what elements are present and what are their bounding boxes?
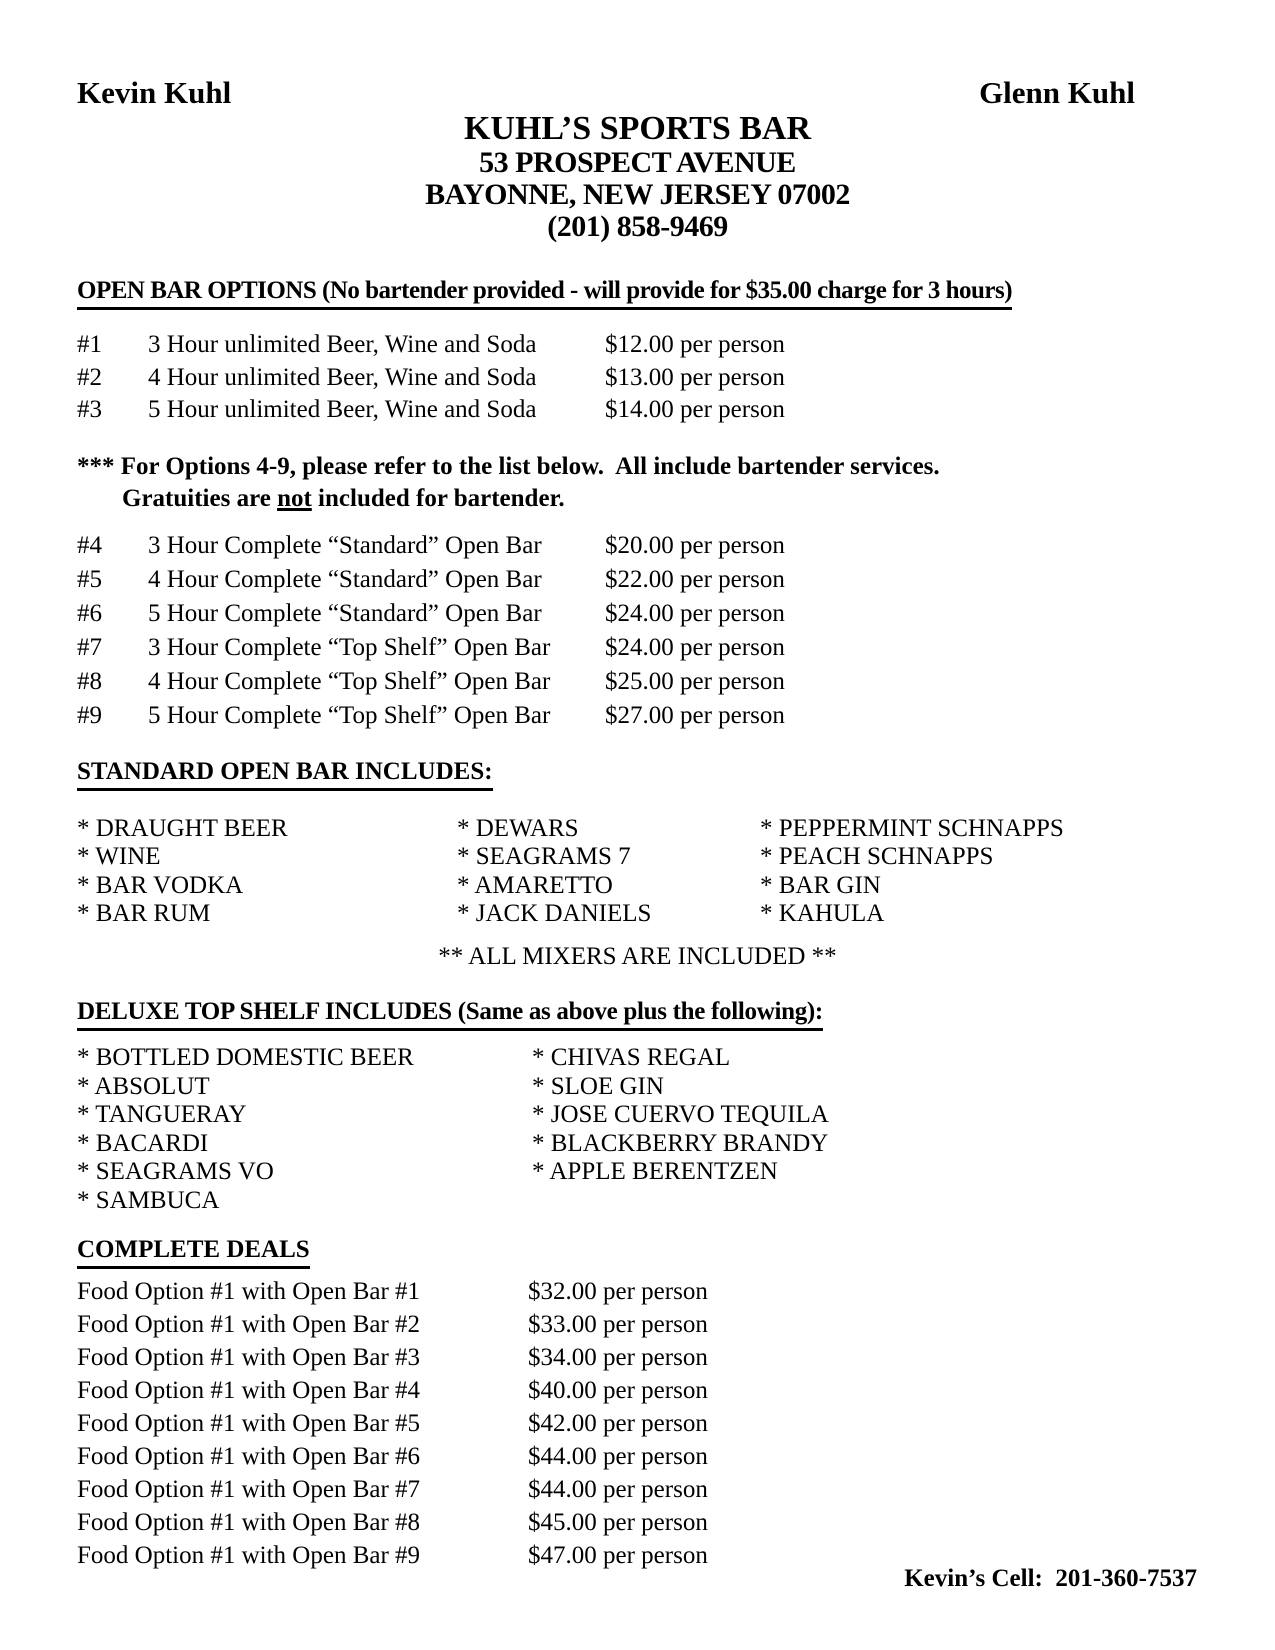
owner-names-row <box>77 76 1135 110</box>
option-row <box>77 329 1135 362</box>
option-price: $14.00 per person <box>605 396 785 423</box>
option-price: $20.00 per person <box>605 531 785 559</box>
bartender-note-line-1: *** For Options 4-9, please refer to the list below. All include bartender services. <box>77 452 940 480</box>
list-item: * BACARDI <box>77 1129 209 1157</box>
deal-price: $47.00 per person <box>528 1542 708 1569</box>
owner-name-left: Kevin Kuhl <box>77 75 232 110</box>
list-item: * BOTTLED DOMESTIC BEER <box>77 1044 414 1071</box>
deal-row <box>77 1506 1135 1539</box>
standard-bar-heading: STANDARD OPEN BAR INCLUDES: <box>77 756 1135 791</box>
deal-item: Food Option #1 with Open Bar #6 <box>77 1443 421 1470</box>
list-row <box>77 1187 1135 1216</box>
list-item <box>532 1187 1135 1216</box>
deal-item: Food Option #1 with Open Bar #7 <box>77 1476 421 1503</box>
option-price: $27.00 per person <box>605 701 785 729</box>
list-item: * BAR RUM <box>77 900 211 927</box>
option-description: 4 Hour Complete “Standard” Open Bar <box>148 565 542 593</box>
deal-price: $45.00 per person <box>528 1509 708 1536</box>
deal-price: $44.00 per person <box>528 1476 708 1503</box>
deal-item: Food Option #1 with Open Bar #9 <box>77 1542 421 1569</box>
list-item: * PEPPERMINT SCHNAPPS <box>760 814 1064 842</box>
complete-deals-list <box>77 1275 1135 1572</box>
option-row <box>77 529 1135 563</box>
list-row <box>77 1130 1135 1159</box>
option-number: #2 <box>77 363 102 391</box>
option-description: 5 Hour Complete “Standard” Open Bar <box>148 599 542 627</box>
deal-item: Food Option #1 with Open Bar #1 <box>77 1278 421 1305</box>
list-row <box>77 900 1135 929</box>
list-item: * SAMBUCA <box>77 1186 220 1214</box>
bartender-note-line-2: Gratuities are not included for bartender. <box>122 485 565 512</box>
option-description: 3 Hour Complete “Standard” Open Bar <box>148 531 542 559</box>
deal-item: Food Option #1 with Open Bar #4 <box>77 1377 421 1404</box>
list-row <box>77 1101 1135 1130</box>
deal-price: $32.00 per person <box>528 1278 708 1305</box>
option-description: 4 Hour unlimited Beer, Wine and Soda <box>148 363 537 391</box>
option-row <box>77 563 1135 597</box>
list-row <box>77 1044 1135 1073</box>
list-item: * DRAUGHT BEER <box>77 814 288 842</box>
bartender-note <box>77 451 1135 516</box>
list-item: * SEAGRAMS 7 <box>457 843 631 870</box>
list-item: * APPLE BERENTZEN <box>532 1158 778 1185</box>
mixers-note: ** ALL MIXERS ARE INCLUDED ** <box>438 942 837 970</box>
option-price: $22.00 per person <box>605 565 785 593</box>
list-row <box>77 1158 1135 1187</box>
deal-row <box>77 1275 1135 1308</box>
standard-bar-list <box>77 815 1135 929</box>
option-number: #6 <box>77 599 102 627</box>
deal-price: $44.00 per person <box>528 1443 708 1470</box>
list-item: * TANGUERAY <box>77 1101 247 1128</box>
list-item: * SEAGRAMS VO <box>77 1158 274 1185</box>
open-bar-options-1-3 <box>77 329 1135 427</box>
deal-row <box>77 1341 1135 1374</box>
list-item: * KAHULA <box>760 900 885 927</box>
deal-row <box>77 1308 1135 1341</box>
list-item: * BLACKBERRY BRANDY <box>532 1129 829 1157</box>
deluxe-heading: DELUXE TOP SHELF INCLUDES (Same as above plus the following): <box>77 996 1135 1031</box>
open-bar-options-4-9 <box>77 529 1135 733</box>
list-item: * WINE <box>77 843 161 870</box>
deal-row <box>77 1407 1135 1440</box>
list-item: * AMARETTO <box>457 871 613 899</box>
list-item: * DEWARS <box>457 814 579 842</box>
complete-deals-heading: COMPLETE DEALS <box>77 1234 1135 1269</box>
list-row <box>77 1073 1135 1102</box>
option-price: $24.00 per person <box>605 633 785 661</box>
deal-price: $40.00 per person <box>528 1377 708 1404</box>
option-description: 5 Hour Complete “Top Shelf” Open Bar <box>148 701 551 729</box>
phone-number: (201) 858-9469 <box>547 210 728 243</box>
option-number: #3 <box>77 396 102 423</box>
deal-item: Food Option #1 with Open Bar #2 <box>77 1311 421 1338</box>
list-row <box>77 815 1135 844</box>
option-description: 5 Hour unlimited Beer, Wine and Soda <box>148 396 537 423</box>
letterhead-block <box>0 147 1275 243</box>
option-row <box>77 699 1135 733</box>
option-description: 3 Hour unlimited Beer, Wine and Soda <box>148 331 537 358</box>
deal-item: Food Option #1 with Open Bar #5 <box>77 1410 421 1437</box>
option-number: #5 <box>77 565 102 593</box>
list-item: * JACK DANIELS <box>457 900 652 927</box>
open-bar-heading: OPEN BAR OPTIONS (No bartender provided - will provide for $35.00 charge for 3 hours) <box>77 275 1135 310</box>
deal-row <box>77 1473 1135 1506</box>
option-number: #1 <box>77 331 102 358</box>
business-title: KUHL’S SPORTS BAR <box>463 110 812 147</box>
option-description: 3 Hour Complete “Top Shelf” Open Bar <box>148 633 551 661</box>
option-price: $24.00 per person <box>605 599 785 627</box>
option-number: #4 <box>77 531 102 559</box>
option-row <box>77 665 1135 699</box>
deal-price: $34.00 per person <box>528 1344 708 1371</box>
deluxe-list <box>77 1044 1135 1215</box>
option-row <box>77 362 1135 395</box>
address-line-1: 53 PROSPECT AVENUE <box>479 146 796 179</box>
option-description: 4 Hour Complete “Top Shelf” Open Bar <box>148 667 551 695</box>
option-row <box>77 597 1135 631</box>
option-number: #8 <box>77 667 102 695</box>
list-item: * JOSE CUERVO TEQUILA <box>532 1101 829 1128</box>
list-item: * SLOE GIN <box>532 1072 664 1100</box>
deal-price: $42.00 per person <box>528 1410 708 1437</box>
footer-cell-number: Kevin’s Cell: 201-360-7537 <box>904 1565 1197 1592</box>
option-price: $13.00 per person <box>605 363 785 391</box>
list-item: * BAR VODKA <box>77 871 244 899</box>
list-row <box>77 872 1135 901</box>
deal-item: Food Option #1 with Open Bar #8 <box>77 1509 421 1536</box>
option-price: $12.00 per person <box>605 331 785 358</box>
list-item: * ABSOLUT <box>77 1072 210 1100</box>
option-price: $25.00 per person <box>605 667 785 695</box>
list-row <box>77 843 1135 872</box>
deal-row <box>77 1440 1135 1473</box>
deal-row <box>77 1374 1135 1407</box>
deal-item: Food Option #1 with Open Bar #3 <box>77 1344 421 1371</box>
address-line-2: BAYONNE, NEW JERSEY 07002 <box>425 178 850 211</box>
option-row <box>77 394 1135 427</box>
not-emphasis: not <box>277 485 312 512</box>
option-number: #9 <box>77 701 102 729</box>
deal-price: $33.00 per person <box>528 1311 708 1338</box>
option-row <box>77 631 1135 665</box>
list-item: * BAR GIN <box>760 871 881 899</box>
list-item: * CHIVAS REGAL <box>532 1044 731 1071</box>
option-number: #7 <box>77 633 102 661</box>
list-item: * PEACH SCHNAPPS <box>760 843 994 870</box>
owner-name-right: Glenn Kuhl <box>979 75 1135 110</box>
